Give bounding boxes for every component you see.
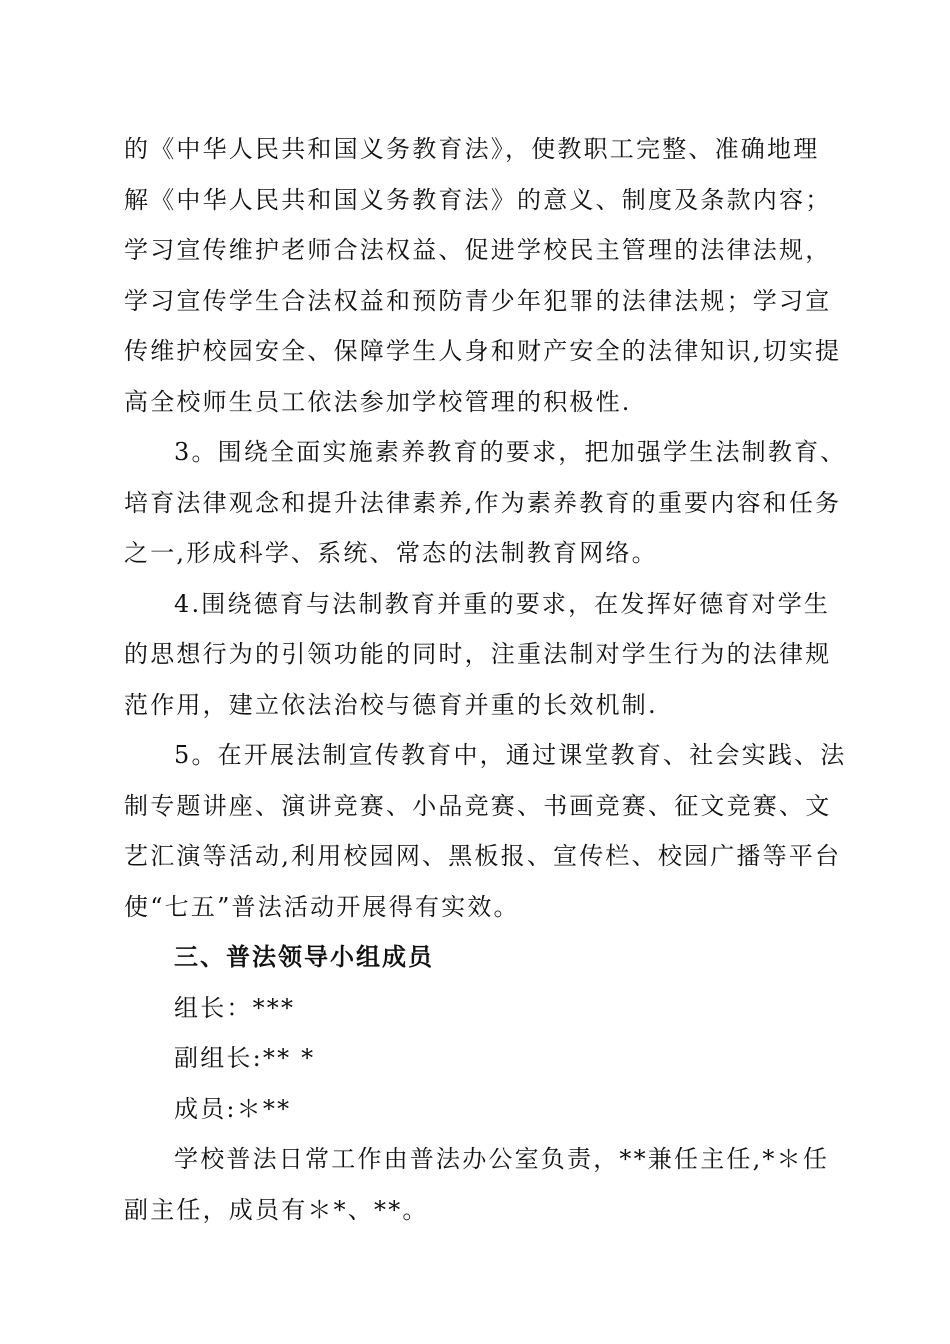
paragraph-line: 培育法律观念和提升法律素养,作为素养教育的重要内容和任务 — [124, 488, 842, 517]
paragraph-line: 5。在开展法制宣传教育中，通过课堂教育、社会实践、法 — [174, 741, 847, 769]
paragraph-line: 的《中华人民共和国义务教育法》，使教职工完整、准确地理 — [124, 135, 820, 163]
paragraph-line: 高全校师生员工依法参加学校管理的积极性. — [124, 387, 632, 416]
paragraph-line: 艺汇演等活动,利用校园网、黑板报、宣传栏、校园广播等平台 — [124, 842, 842, 870]
paragraph-line: 范作用，建立依法治校与德育并重的长效机制. — [124, 690, 658, 719]
document-body — [124, 124, 847, 1235]
paragraph-line: 解《中华人民共和国义务教育法》的意义、制度及条款内容； — [124, 185, 832, 214]
member-deputy-leader: 副组长:** * — [174, 1044, 316, 1072]
paragraph-line: 学习宣传维护老师合法权益、促进学校民主管理的法律法规， — [124, 236, 832, 264]
section-heading: 三、普法领导小组成员 — [174, 943, 434, 971]
paragraph-line: 传维护校园安全、保障学生人身和财产安全的法律知识,切实提 — [124, 337, 842, 365]
paragraph-line: 副主任，成员有＊*、**。 — [124, 1195, 429, 1224]
paragraph-line: 之一,形成科学、系统、常态的法制教育网络。 — [124, 539, 658, 567]
paragraph-line: 4.围绕德育与法制教育并重的要求，在发挥好德育对学生 — [174, 589, 831, 618]
member-leader: 组长：*** — [174, 993, 296, 1022]
paragraph-line: 3。围绕全面实施素养教育的要求，把加强学生法制教育、 — [174, 438, 847, 466]
paragraph-line: 学校普法日常工作由普法办公室负责，**兼任主任,*＊任 — [174, 1145, 830, 1173]
paragraph-line: 学习宣传学生合法权益和预防青少年犯罪的法律法规；学习宣 — [124, 286, 832, 315]
paragraph-line: 制专题讲座、演讲竞赛、小品竞赛、书画竞赛、征文竞赛、文 — [124, 791, 832, 820]
paragraph-line: 的思想行为的引领功能的同时，注重法制对学生行为的法律规 — [124, 640, 832, 668]
member-members: 成员:＊** — [174, 1094, 292, 1123]
paragraph-line: 使“七五”普法活动开展得有实效。 — [124, 892, 520, 921]
